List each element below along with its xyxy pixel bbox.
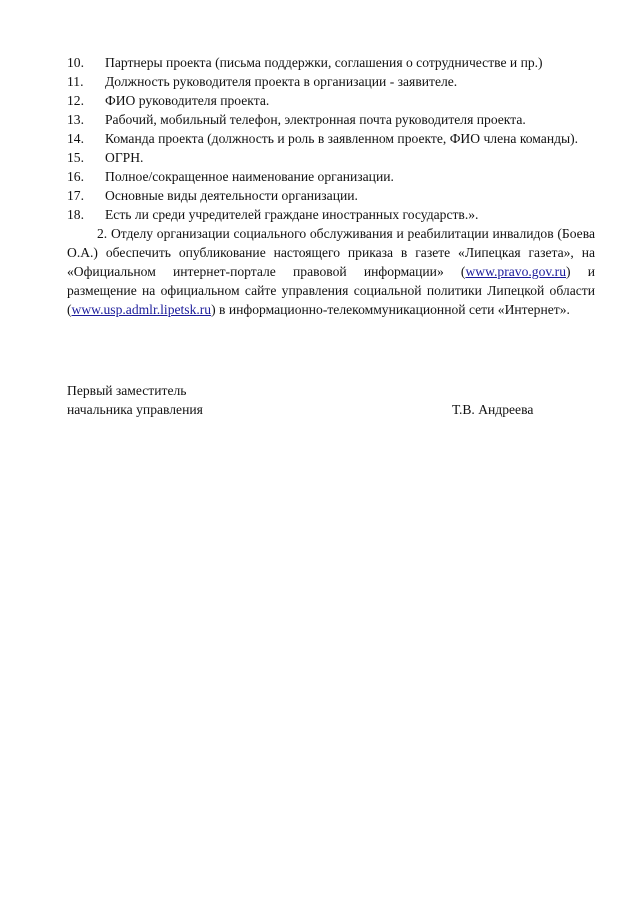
pravo-link[interactable]: www.pravo.gov.ru (465, 264, 566, 279)
list-item-number: 15. (67, 150, 84, 165)
list-item (67, 53, 595, 72)
usp-link[interactable]: www.usp.admlr.lipetsk.ru (71, 302, 212, 317)
list-item (67, 72, 595, 91)
signatory-title (67, 381, 203, 419)
list-item-number: 16. (67, 169, 84, 184)
signatory-name: Т.В. Андреева (452, 402, 534, 417)
signatory-title-line: Первый заместитель (67, 383, 187, 398)
list-item-text: Основные виды деятельности организации. (105, 188, 358, 203)
list-item (67, 91, 595, 110)
list-item-number: 12. (67, 93, 84, 108)
list-item-text: ФИО руководителя проекта. (105, 93, 270, 108)
publication-paragraph (67, 224, 595, 319)
list-item (67, 186, 595, 205)
list-item-text: Команда проекта (должность и роль в заявленном проекте, ФИО члена команды). (105, 131, 579, 146)
list-item (67, 148, 595, 167)
list-item-text: Рабочий, мобильный телефон, электронная почта руководителя проекта. (105, 112, 526, 127)
paragraph-text: ) в информационно-телекоммуникационной сети «Интернет». (211, 302, 570, 317)
list-item-number: 13. (67, 112, 84, 127)
list-item (67, 129, 595, 148)
list-item-text: ОГРН. (105, 150, 144, 165)
list-item-text: Полное/сокращенное наименование организации. (105, 169, 394, 184)
list-item-text: Есть ли среди учредителей граждане иностранных государств.». (105, 207, 479, 222)
list-item-number: 18. (67, 207, 84, 222)
list-item-text: Должность руководителя проекта в организации - заявителе. (105, 74, 458, 89)
list-item-number: 17. (67, 188, 84, 203)
list-item-number: 10. (67, 55, 84, 70)
paragraph-text: 2. Отделу организации социального обслуживания и реабилитации инвалидов (Боева О.А.) обеспечить опубликование настоящего приказа в газете «Липецкая газета», на «Официальном интернет-портале правовой информации» ( (67, 226, 595, 279)
numbered-list (67, 53, 595, 224)
list-item (67, 167, 595, 186)
signatory-title-line: начальника управления (67, 402, 203, 417)
list-item-text: Партнеры проекта (письма поддержки, соглашения о сотрудничестве и пр.) (105, 55, 543, 70)
paragraph-text: ) и размещение на официальном сайте управления социальной политики Липецкой области ( (67, 264, 595, 317)
list-item (67, 110, 595, 129)
list-item-number: 14. (67, 131, 84, 146)
list-item-number: 11. (67, 74, 84, 89)
list-item (67, 205, 595, 224)
